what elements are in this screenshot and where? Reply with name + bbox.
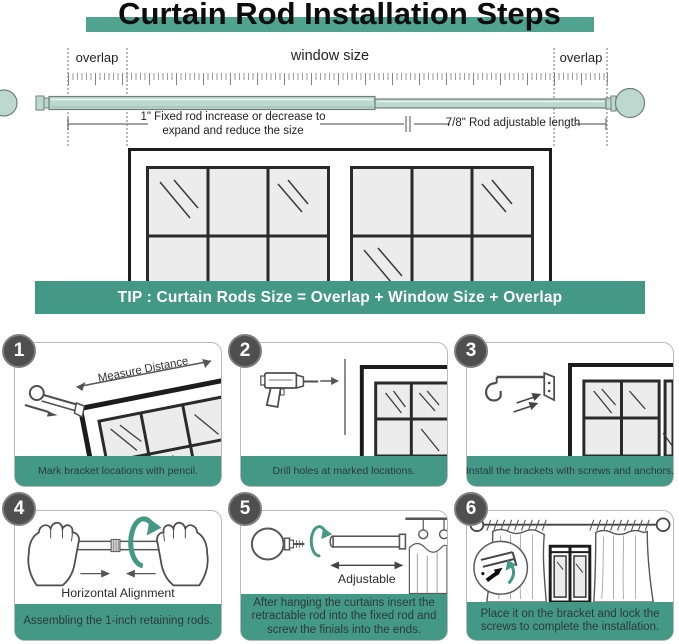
screw-arrows — [514, 393, 542, 412]
step-card-5 — [240, 510, 448, 641]
step-card-1 — [14, 342, 222, 487]
step-caption: Mark bracket locations with pencil. — [15, 456, 221, 486]
window-partial — [362, 367, 447, 456]
fixed-rod-label: 1" Fixed rod increase or decrease to expand and reduce the size — [140, 111, 326, 137]
step-caption: Assembling the 1-inch retaining rods. — [15, 604, 221, 640]
step-badge: 1 — [2, 334, 36, 368]
measuring-ruler — [68, 73, 608, 85]
measure-distance-label: Measure Distance — [97, 355, 190, 385]
step-card-4 — [14, 510, 222, 641]
step-caption: Drill holes at marked locations. — [241, 456, 447, 486]
horizontal-alignment-label: Horizontal Alignment — [61, 586, 175, 601]
hands-aligning-rod-icon — [15, 511, 221, 604]
window-size-label: window size — [290, 48, 370, 64]
adjustable-arrow — [330, 561, 403, 569]
curtain-panel-right — [594, 531, 653, 602]
overlap-label-right: overlap — [559, 50, 603, 65]
curtain-rings-icon — [487, 520, 546, 531]
adjustable-label: Adjustable — [337, 571, 396, 586]
adjustable-rod-label: 7/8" Rod adjustable length — [445, 117, 581, 129]
step-badge: 5 — [228, 492, 262, 526]
rod-finial-left — [0, 90, 17, 116]
center-window — [550, 546, 590, 602]
rod-bracket-icon — [467, 343, 673, 456]
step-badge: 3 — [454, 334, 488, 368]
wall-bracket-icon — [15, 343, 221, 456]
installed-curtain-icon — [467, 511, 673, 602]
step-card-2 — [240, 342, 448, 487]
alignment-arrows — [80, 570, 155, 578]
hand-right-icon — [157, 523, 208, 586]
overlap-label-left: overlap — [75, 50, 119, 65]
step-badge: 4 — [2, 492, 36, 526]
page-title: Curtain Rod Installation Steps — [118, 0, 561, 31]
drill-icon — [241, 343, 447, 456]
finial-and-rod-icon — [241, 511, 447, 594]
magnifier-detail-icon — [474, 541, 527, 594]
step-caption: Install the brackets with screws and anchors. — [467, 456, 673, 486]
tilted-window — [80, 378, 221, 456]
step-badge: 2 — [228, 334, 262, 368]
step-caption: Place it on the bracket and lock the screws to complete the installation. — [467, 602, 673, 640]
curtain-rings-icon — [405, 519, 447, 594]
rod-finial-right — [616, 89, 645, 118]
pencil-bracket — [25, 386, 84, 417]
step-caption: After hanging the curtains insert the retractable rod into the fixed rod and screw the finials into the ends. — [241, 594, 447, 641]
step-badge: 6 — [454, 492, 488, 526]
tip-banner: TIP : Curtain Rods Size = Overlap + Window Size + Overlap — [35, 281, 645, 314]
curtain-rings-icon — [590, 520, 649, 531]
step-card-6 — [466, 510, 674, 641]
hand-left-icon — [28, 523, 79, 586]
window-partial — [570, 365, 673, 456]
step-card-3 — [466, 342, 674, 487]
